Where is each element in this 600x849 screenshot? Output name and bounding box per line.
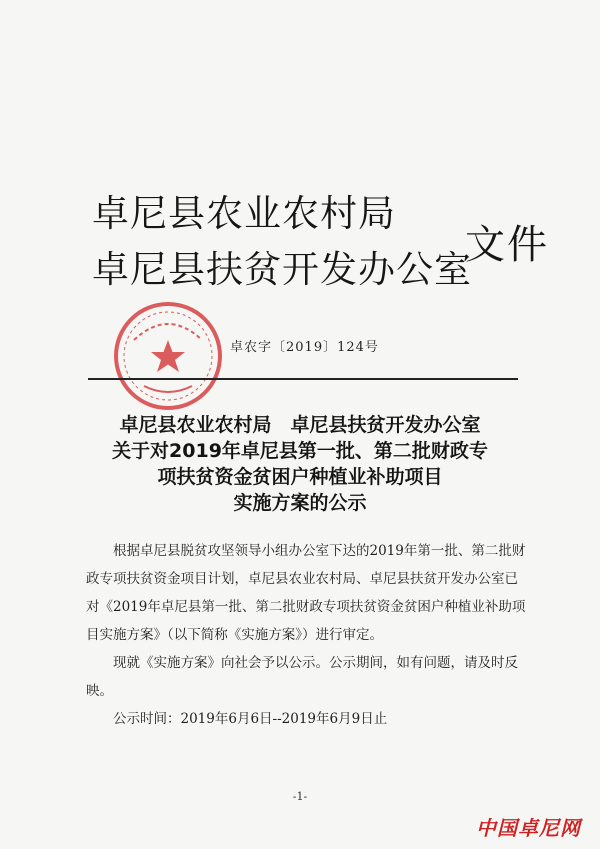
site-watermark: 中国卓尼网: [476, 816, 581, 840]
title-line: 卓尼县农业农村局 卓尼县扶贫开发办公室: [119, 414, 481, 436]
notice-body: [86, 537, 526, 733]
org-name-agriculture: 卓尼县农业农村局: [92, 192, 396, 235]
publicity-period: 公示时间：2019年6月6日--2019年6月9日止: [113, 711, 388, 727]
issuing-organizations: [92, 186, 472, 298]
org-name-poverty-office: 卓尼县扶贫开发办公室: [92, 248, 472, 291]
notice-title: [60, 412, 540, 516]
title-line: 关于对2019年卓尼县第一批、第二批财政专: [112, 440, 488, 462]
official-seal-icon: [112, 300, 224, 412]
title-line: 项扶贫资金贫困户种植业补助项目: [157, 466, 443, 488]
header-divider: [88, 378, 518, 380]
title-line: 实施方案的公示: [233, 492, 367, 514]
body-paragraph: 根据卓尼县脱贫攻坚领导小组办公室下达的2019年第一批、第二批财政专项扶贫资金项目计划，卓尼县农业农村局、卓尼县扶贫开发办公室已对《2019年卓尼县第一批、第二批财政专项扶贫资金贫困户种植业补助项目实施方案》（以下简称《实施方案》）进行审定。: [86, 543, 526, 643]
page-number: -1-: [292, 790, 308, 803]
body-paragraph: 现就《实施方案》向社会予以公示。公示期间，如有问题，请及时反映。: [86, 655, 518, 699]
document-number: 卓农字〔2019〕124号: [230, 340, 379, 355]
document-suffix: 文件: [465, 222, 549, 268]
